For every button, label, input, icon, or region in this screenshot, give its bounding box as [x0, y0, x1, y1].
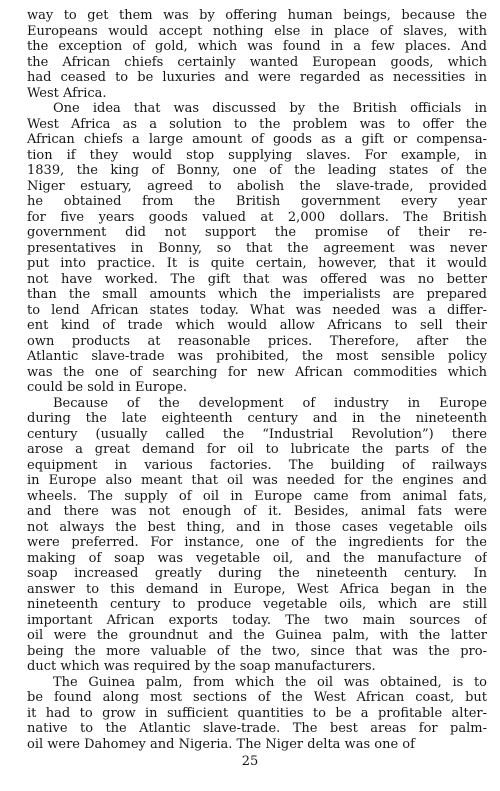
text-line: arose a great demand for oil to lubricate the parts of the — [27, 442, 487, 457]
text-line: were preferred. For instance, one of the ingredients for the — [27, 535, 487, 550]
text-line: native to the Atlantic slave-trade. The best areas for palm- — [27, 721, 487, 736]
text-line: tion if they would stop supplying slaves. For example, in — [27, 147, 487, 163]
text-line: Niger estuary, agreed to abolish the slave-trade, provided — [27, 178, 487, 194]
text-line: own products at reasonable prices. Therefore, after the — [27, 333, 487, 349]
text-line: had ceased to be luxuries and were regarded as necessities in — [27, 70, 487, 85]
text-line: duct which was required by the soap manufacturers. — [27, 659, 376, 674]
text-line: Europeans would accept nothing else in place of slaves, with — [27, 23, 487, 39]
text-line: for five years goods valued at 2,000 dollars. The British — [27, 209, 487, 225]
text-line: presentatives in Bonny, so that the agreement was never — [27, 240, 487, 256]
text-line: the exception of gold, which was found in a few places. And — [27, 39, 487, 54]
text-line: not have worked. The gift that was offered was no better — [27, 271, 487, 287]
paragraph-p4 — [27, 675, 487, 753]
text-line: the African chiefs certainly wanted European goods, which — [27, 54, 487, 70]
text-line: be found along most sections of the West African coast, but — [27, 690, 487, 705]
text-line: put into practice. It is quite certain, however, that it would — [27, 256, 487, 271]
text-line: nineteenth century to produce vegetable oils, which are still — [27, 597, 487, 612]
paragraph-p1 — [27, 8, 487, 101]
page-number: 25 — [241, 754, 259, 769]
text-line: 1839, the king of Bonny, one of the leading states of the — [27, 163, 487, 178]
text-line: wheels. The supply of oil in Europe came from animal fats, — [27, 488, 487, 504]
body-text — [27, 8, 487, 752]
text-line: soap increased greatly during the nineteenth century. In — [27, 566, 487, 581]
text-line: oil were Dahomey and Nigeria. The Niger delta was one of — [27, 736, 415, 752]
text-line: could be sold in Europe. — [27, 380, 188, 395]
text-line: ent kind of trade which would allow Africans to sell their — [27, 318, 487, 333]
text-line: West Africa as a solution to the problem was to offer the — [27, 116, 487, 132]
text-line: to lend African states today. What was needed was a differ- — [27, 302, 487, 318]
text-line: he obtained from the British government every year — [27, 194, 487, 209]
text-line: way to get them was by offering human beings, because the — [27, 8, 487, 23]
text-line: West Africa. — [27, 85, 107, 101]
text-line: not always the best thing, and in those cases vegetable oils — [27, 519, 487, 535]
text-line: during the late eighteenth century and in the nineteenth — [27, 411, 487, 426]
text-line: in Europe also meant that oil was needed for the engines and — [27, 473, 487, 488]
text-line: Atlantic slave-trade was prohibited, the most sensible policy — [27, 349, 487, 364]
text-line: important African exports today. The two main sources of — [27, 612, 487, 628]
text-line: century (usually called the “Industrial Revolution”) there — [27, 426, 487, 442]
text-line: than the small amounts which the imperialists are prepared — [27, 287, 487, 302]
paragraph-p2 — [27, 101, 487, 396]
text-line: making of soap was vegetable oil, and the manufacture of — [27, 550, 487, 566]
text-line: One idea that was discussed by the British officials in — [53, 101, 487, 116]
text-line: government did not support the promise of their re- — [27, 225, 487, 240]
text-line: The Guinea palm, from which the oil was obtained, is to — [53, 674, 487, 690]
text-line: answer to this demand in Europe, West Africa began in the — [27, 581, 487, 597]
text-line: being the more valuable of the two, since that was the pro- — [27, 643, 487, 659]
paragraph-p3 — [27, 396, 487, 675]
text-line: African chiefs a large amount of goods as a gift or compensa- — [27, 132, 487, 147]
text-line: equipment in various factories. The building of railways — [27, 457, 487, 473]
text-line: was the one of searching for new African commodities which — [27, 364, 487, 380]
text-line: Because of the development of industry in Europe — [53, 395, 487, 411]
text-line: and there was not enough of it. Besides, animal fats were — [27, 504, 487, 519]
text-line: it had to grow in sufficient quantities to be a profitable alter- — [27, 705, 487, 721]
text-line: oil were the groundnut and the Guinea palm, with the latter — [27, 628, 487, 643]
